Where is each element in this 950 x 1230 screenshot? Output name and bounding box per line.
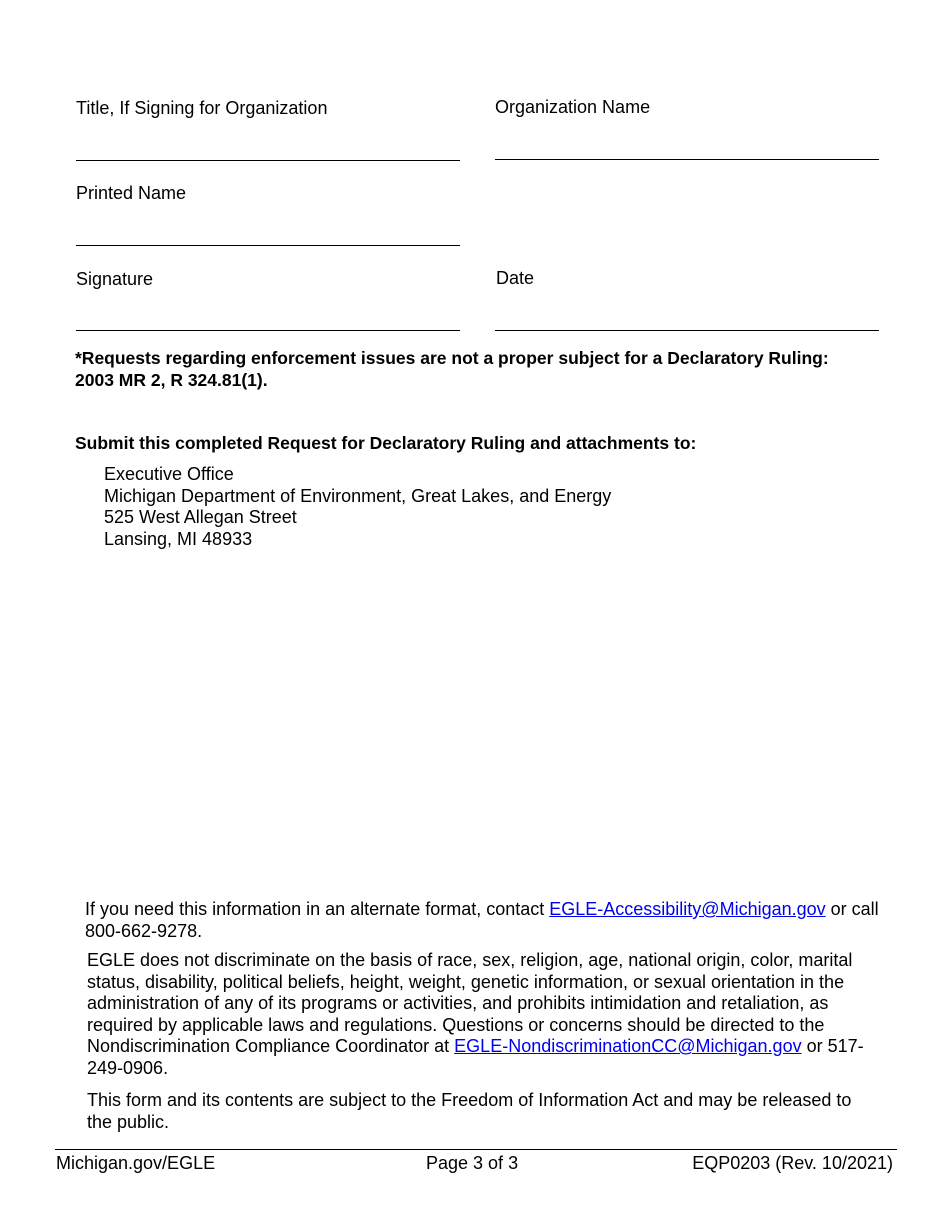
accessibility-email-link[interactable]: EGLE-Accessibility@Michigan.gov — [549, 899, 826, 919]
date-label: Date — [496, 268, 535, 288]
submission-heading: Submit this completed Request for Declaratory Ruling and attachments to: — [75, 433, 697, 453]
org-name-signature-line[interactable] — [495, 159, 879, 160]
date-line[interactable] — [495, 330, 879, 331]
submission-address — [104, 464, 611, 550]
address-line-3: 525 West Allegan Street — [104, 507, 297, 527]
footer-page-number: Page 3 of 3 — [426, 1153, 519, 1173]
accessibility-text-after: or call 800-662-9278. — [85, 899, 879, 941]
footer-divider — [55, 1149, 897, 1150]
address-line-2: Michigan Department of Environment, Great Lakes, and Energy — [104, 485, 612, 506]
enforcement-note-line-1: *Requests regarding enforcement issues are not a proper subject for a Declaratory Ruling: — [75, 348, 829, 368]
enforcement-note — [75, 347, 895, 391]
printed-name-label: Printed Name — [76, 183, 187, 203]
title-signature-line[interactable] — [76, 160, 460, 161]
org-name-label: Organization Name — [495, 97, 651, 117]
signature-line[interactable] — [76, 330, 460, 331]
foia-notice: This form and its contents are subject to the Freedom of Information Act and may be released to the public. — [87, 1090, 852, 1132]
title-label: Title, If Signing for Organization — [76, 98, 328, 118]
nondiscrimination-text-before: EGLE does not discriminate on the basis of race, sex, religion, age, national origin, color, marital status, disability, political beliefs, height, weight, genetic information, or sexual orientation in the administration of any of its programs or activities, and prohibits intimidation and retaliation, as required by applicable laws and regulations. Questions or concerns should be directed to the Nondiscrimination Compliance Coordinator at — [87, 950, 853, 1056]
address-line-1: Executive Office — [104, 464, 234, 484]
printed-name-signature-line[interactable] — [76, 245, 460, 246]
accessibility-text-before: If you need this information in an alternate format, contact — [85, 899, 550, 919]
address-line-4: Lansing, MI 48933 — [104, 528, 253, 549]
enforcement-note-line-2: 2003 MR 2, R 324.81(1). — [75, 370, 268, 390]
accessibility-notice — [85, 899, 885, 942]
footer-form-id: EQP0203 (Rev. 10/2021) — [692, 1153, 893, 1173]
footer-website: Michigan.gov/EGLE — [56, 1153, 216, 1173]
signature-label: Signature — [76, 269, 154, 289]
nondiscrimination-notice — [87, 950, 877, 1079]
nondiscrimination-text-after: or 517-249-0906. — [87, 1036, 864, 1078]
nondiscrimination-email-link[interactable]: EGLE-NondiscriminationCC@Michigan.gov — [454, 1036, 802, 1056]
